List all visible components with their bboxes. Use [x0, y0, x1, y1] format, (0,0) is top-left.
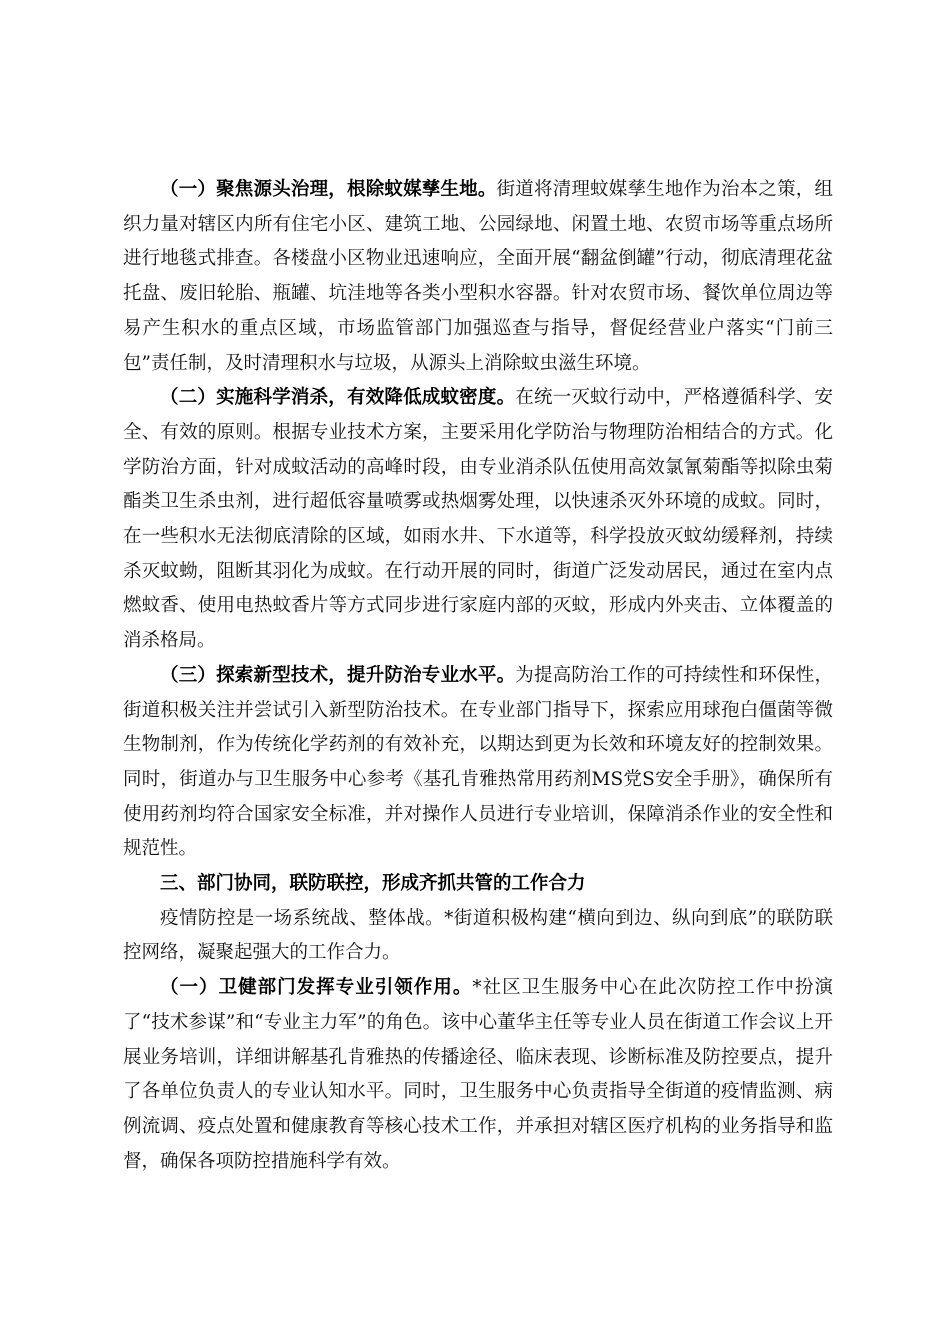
paragraph-source-control [123, 173, 833, 381]
paragraph-lead: （二）实施科学消杀，有效降低成蚊密度。 [160, 387, 516, 409]
paragraph-lead: （三）探索新型技术，提升防治专业水平。 [160, 664, 516, 686]
paragraph-text: *社区卫生服务中心在此次防控工作中扮演了“技术参谋”和“专业主力军”的角色。该中心董华主任等专业人员在街道工作会议上开展业务培训，详细讲解基孔肯雅热的传播途径、临床表现、诊断标准及防控要点，提升了各单位负责人的专业认知水平。同时，卫生服务中心负责指导全街道的疫情监测、病例流调、疫点处置和健康教育等核心技术工作，并承担对辖区医疗机构的业务指导和监督，确保各项防控措施科学有效。 [123, 977, 833, 1172]
paragraph-disinfection [123, 381, 833, 659]
paragraph-text: 街道将清理蚊媒孳生地作为治本之策，组织力量对辖区内所有住宅小区、建筑工地、公园绿地、闲置土地、农贸市场等重点场所进行地毯式排查。各楼盘小区物业迅速响应，全面开展“翻盆倒罐”行动，彻底清理花盆托盘、废旧轮胎、瓶罐、坑洼地等各类小型积水容器。针对农贸市场、餐饮单位周边等易产生积水的重点区域，市场监管部门加强巡查与指导，督促经营业户落实“门前三包”责任制，及时清理积水与垃圾，从源头上消除蚊虫滋生环境。 [123, 179, 833, 374]
paragraph-intro: 疫情防控是一场系统战、整体战。*街道积极构建“横向到边、纵向到底”的联防联控网络，凝聚起强大的工作合力。 [123, 907, 833, 964]
paragraph-text: 在统一灭蚊行动中，严格遵循科学、安全、有效的原则。根据专业技术方案，主要采用化学防治与物理防治相结合的方式。化学防治方面，针对成蚊活动的高峰时段，由专业消杀队伍使用高效氯氰菊酯等拟除虫菊酯类卫生杀虫剂，进行超低容量喷雾或热烟雾处理，以快速杀灭外环境的成蚊。同时，在一些积水无法彻底清除的区域，如雨水井、下水道等，科学投放灭蚊幼缓释剂，持续杀灭蚊蚴，阻断其羽化为成蚊。在行动开展的同时，街道广泛发动居民，通过在室内点燃蚊香、使用电热蚊香片等方式同步进行家庭内部的灭蚊，形成内外夹击、立体覆盖的消杀格局。 [123, 387, 833, 652]
paragraph-text: 为提高防治工作的可持续性和环保性，街道积极关注并尝试引入新型防治技术。在专业部门指导下，探索应用球孢白僵菌等微生物制剂，作为传统化学药剂的有效补充，以期达到更为长效和环境友好的控制效果。同时，街道办与卫生服务中心参考《基孔肯雅热常用药剂MS党S安全手册》，确保所有使用药剂均符合国家安全标准，并对操作人员进行专业培训，保障消杀作业的安全性和规范性。 [123, 664, 833, 860]
paragraph-lead: （一）聚焦源头治理，根除蚊媒孳生地。 [160, 179, 497, 200]
paragraph-lead: （一）卫健部门发挥专业引领作用。 [160, 977, 473, 999]
paragraph-health-department [123, 971, 833, 1179]
paragraph-new-technology [123, 659, 833, 867]
document-body [123, 173, 833, 1179]
section-heading: 三、部门协同，联防联控，形成齐抓共管的工作合力 [160, 873, 586, 895]
